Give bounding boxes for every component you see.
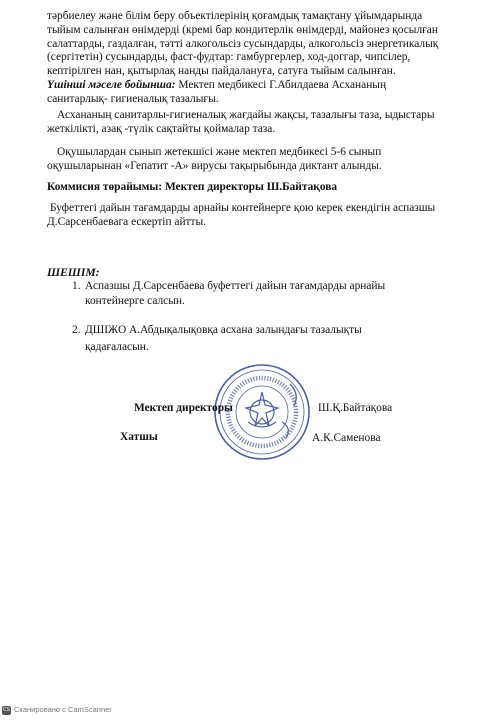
buffet-paragraph xyxy=(47,202,449,230)
decision-line: ДШІЖО А.Абдықалықовқа асхана залындағы тазалықты xyxy=(85,324,362,336)
dictation-paragraph xyxy=(47,146,449,174)
text-line: жеткілікті, азақ -түлік сақтайты қоймалар таза. xyxy=(47,122,276,135)
decision-number: 2. xyxy=(72,324,81,336)
director-name: Ш.Қ.Байтақова xyxy=(318,402,393,414)
text-line: салаттарды, газдалған, тәтті алкогольсіз сусындарды, алкогольсіз энергетикалық xyxy=(47,37,439,50)
text-line: Буфеттегі дайын тағамдарды арнайы контейнерге қою керек екендігін аспазшы xyxy=(50,202,436,214)
decision-line: контейнерге салсын. xyxy=(85,295,185,307)
decision-line: қадағаласын. xyxy=(85,341,149,353)
director-title: Мектеп директоры xyxy=(134,402,233,414)
text-line: оқушыларынан «Гепатит -А» вирусы тақырыбында диктант алынды. xyxy=(47,159,382,172)
text-line: (сергітетін) сусындарды, фаст-фудтар: гамбургерлер, ход-доггар, чипсілер, xyxy=(47,51,411,64)
text-line: тыйым салынған өнімдерді (кремі бар кондитерлік өнімдерді, майонез қосылған xyxy=(47,23,438,36)
secretary-title: Хатшы xyxy=(120,431,158,443)
issue3-line xyxy=(47,79,449,93)
text-line: кептірілген нан, қытырлақ нанды пайдалануға, сатуға тыйым салынған. xyxy=(47,65,396,78)
text-line: тәрбиелеу және білім беру объектілерінің қоғамдық тамақтану ұйымдарында xyxy=(47,10,423,22)
canteen-paragraph xyxy=(47,109,449,137)
secretary-name: А.К.Саменова xyxy=(312,432,381,444)
text-line: Оқушылардан сынып жетекшісі және мектеп медбикесі 5-6 сынып xyxy=(57,146,382,158)
scanner-watermark xyxy=(2,705,112,715)
prohibited-products-paragraph xyxy=(47,10,449,107)
text-line: Асхананың санитарлы-гигиеналық жағдайы жақсы, тазалығы таза, ыдыстары xyxy=(57,109,435,121)
camscanner-icon: CS xyxy=(3,706,10,713)
text-line: Д.Сарсенбаевага ескертіп айтты. xyxy=(47,215,207,228)
scanner-watermark-text: Сканировано с CamScanner xyxy=(14,705,112,714)
text-line: санитарлық- гигиеналық тазалығы. xyxy=(47,92,219,105)
decision-number: 1. xyxy=(72,280,81,292)
issue3-text: Мектеп медбикесі Г.Абилдаева Асхананың xyxy=(175,78,387,91)
decision-heading: ШЕШІМ: xyxy=(47,266,100,279)
commission-chair: Коммисия төрайымы: Мектеп директоры Ш.Байтақова xyxy=(47,181,338,193)
decision-line: Аспазшы Д.Сарсенбаева буфеттегі дайын тағамдарды арнайы xyxy=(85,280,386,292)
issue3-label: Үшінші мәселе бойынша: xyxy=(47,78,176,91)
